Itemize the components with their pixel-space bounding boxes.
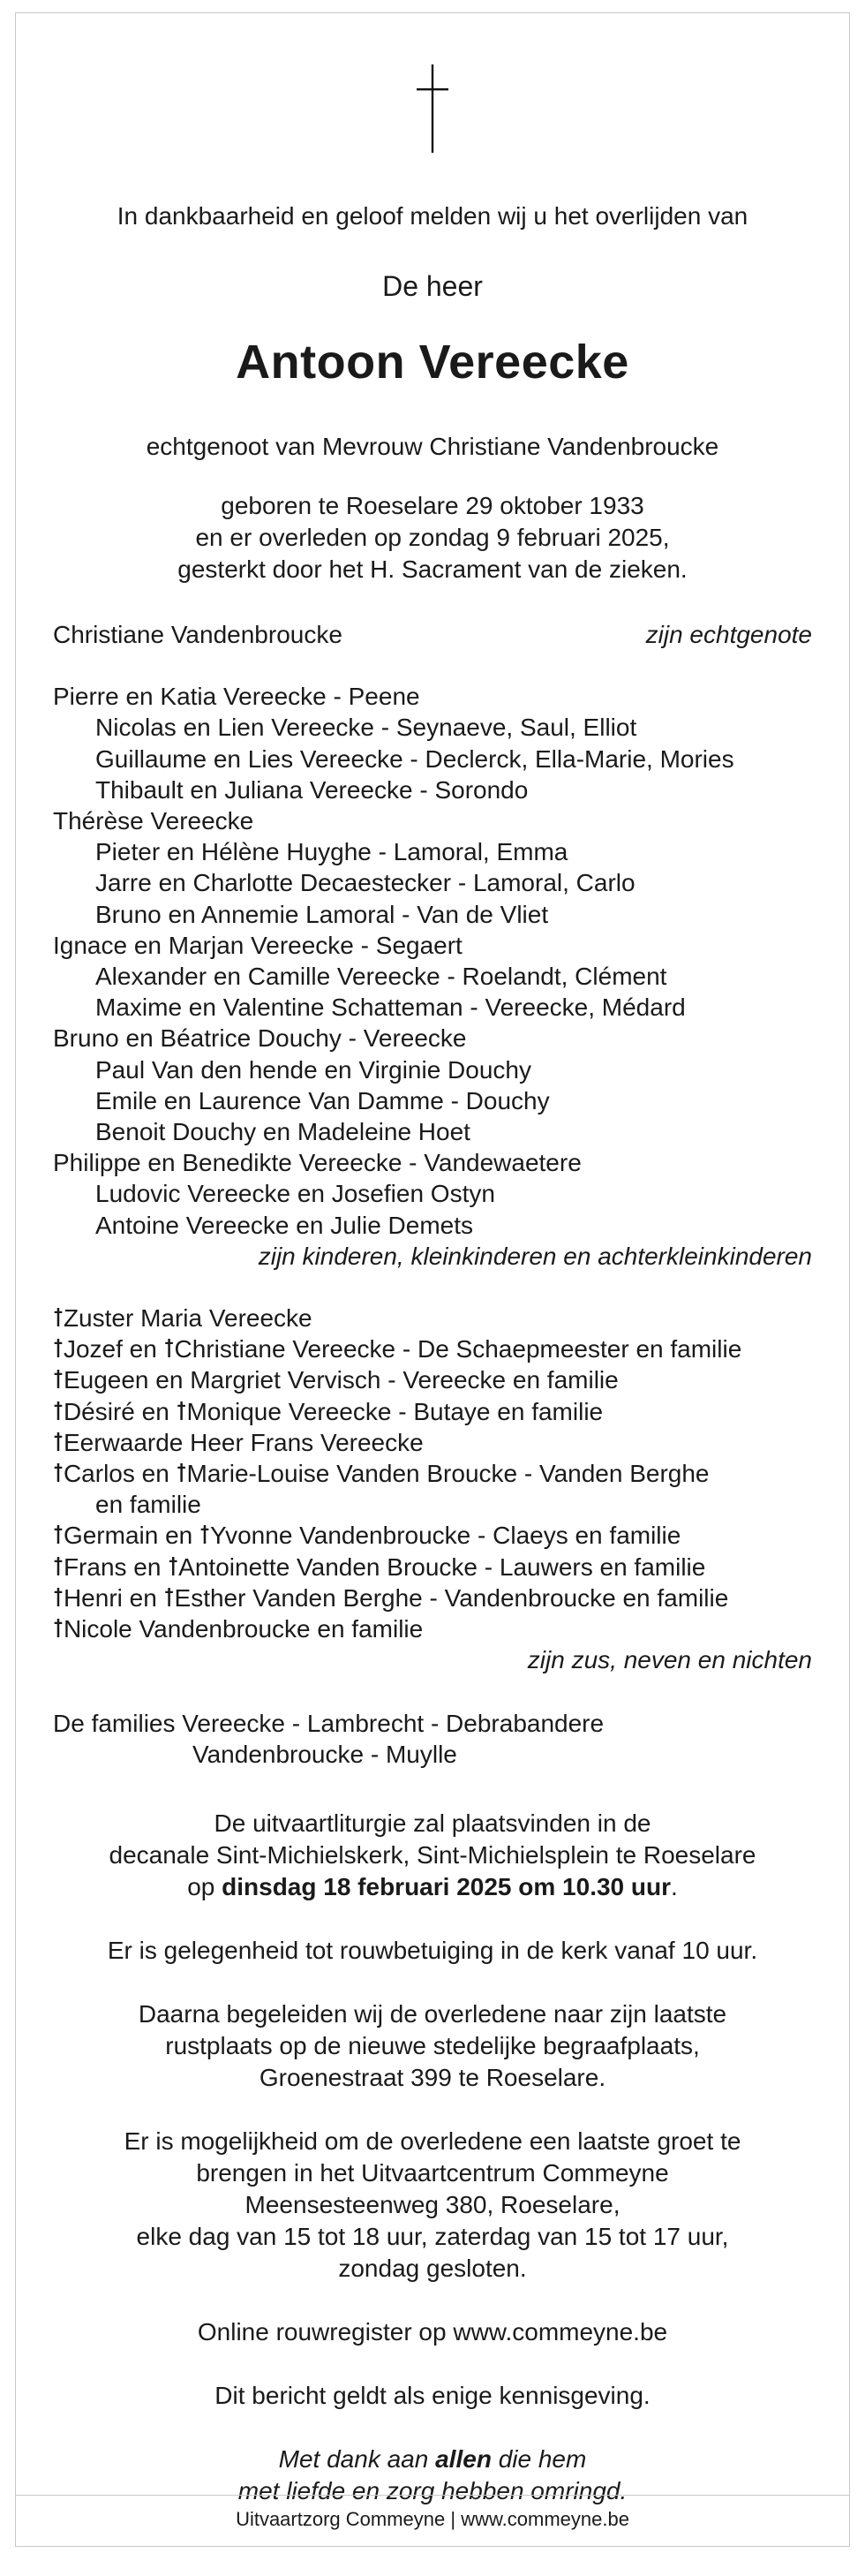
relatives-list — [53, 1303, 812, 1644]
child-entry: Thérèse Vereecke — [53, 807, 254, 835]
thanks-paragraph: Met dank aan allen die hem met liefde en zorg hebben omringd. — [237, 2445, 628, 2504]
relative-entry: ꝉZuster Maria Vereecke — [53, 1304, 312, 1333]
liturgy-paragraph — [16, 1808, 849, 1903]
child-entry: Ludovic Vereecke en Josefien Ostyn — [95, 1180, 495, 1208]
intro-text: In dankbaarheid en geloof melden wij u het overlijden van — [117, 202, 748, 230]
child-entry: Thibault en Juliana Vereecke - Sorondo — [95, 775, 529, 804]
relative-entry: ꝉCarlos en ꝉMarie-Louise Vanden Broucke - Vanden Berghe — [53, 1460, 710, 1488]
relative-entry: ꝉFrans en ꝉAntoinette Vanden Broucke - Lauwers en familie — [53, 1552, 706, 1581]
families-block — [53, 1708, 812, 1770]
relative-entry: ꝉEugeen en Margriet Vervisch - Vereecke en familie — [53, 1366, 619, 1394]
deceased-name: Antoon Vereecke — [236, 336, 629, 389]
child-entry: Nicolas en Lien Vereecke - Seynaeve, Saul, Elliot — [95, 714, 637, 742]
liturgy-line-1: De uitvaartliturgie zal plaatsvinden in de — [214, 1809, 651, 1837]
child-entry: Bruno en Annemie Lamoral - Van de Vliet — [95, 900, 549, 928]
relative-entry: en familie — [95, 1491, 201, 1519]
funeral-date: dinsdag 18 februari 2025 om 10.30 uur — [222, 1873, 672, 1900]
liturgy-line-2: decanale Sint-Michielskerk, Sint-Michielsplein te Roeselare — [109, 1841, 756, 1869]
farewell-paragraph: Er is mogelijkheid om de overledene een laatste groet te brengen in het Uitvaartcentrum Commeyne Meensesteenweg 380, Roeselare, elke dag van 15 tot 18 uur, zaterdag van 15 tot 17 uur, zondag gesloten. — [124, 2127, 741, 2282]
online-register: Online rouwregister op www.commeyne.be — [197, 2318, 668, 2346]
spouse-line: echtgenoot van Mevrouw Christiane Vandenbroucke — [146, 433, 719, 460]
death-line: en er overleden op zondag 9 februari 2025, — [195, 524, 670, 551]
obituary-card — [15, 12, 850, 2547]
relative-entry: ꝉNicole Vandenbroucke en familie — [53, 1615, 424, 1643]
footer-divider — [16, 2495, 849, 2496]
child-entry: Alexander en Camille Vereecke - Roelandt, Clément — [95, 963, 667, 991]
child-entry: Ignace en Marjan Vereecke - Segaert — [53, 931, 463, 959]
footer-text: Uitvaartzorg Commeyne | www.commeyne.be — [236, 2508, 629, 2530]
child-entry: Bruno en Béatrice Douchy - Vereecke — [53, 1024, 467, 1053]
child-entry: Antoine Vereecke en Julie Demets — [95, 1211, 474, 1239]
cross-icon — [16, 64, 849, 157]
families-line-1: De families Vereecke - Lambrecht - Debrabandere — [53, 1710, 605, 1737]
relative-entry: ꝉEerwaarde Heer Frans Vereecke — [53, 1428, 424, 1456]
relatives-label: zijn zus, neven en nichten — [527, 1646, 812, 1674]
child-entry: Philippe en Benedikte Vereecke - Vandewaetere — [53, 1149, 582, 1177]
child-entry: Pierre en Katia Vereecke - Peene — [53, 683, 420, 711]
spouse-label: zijn echtgenote — [645, 621, 812, 648]
child-entry: Pieter en Hélène Huyghe - Lamoral, Emma — [95, 838, 568, 866]
child-entry: Guillaume en Lies Vereecke - Declerck, Ella-Marie, Mories — [95, 744, 734, 773]
children-label: zijn kinderen, kleinkinderen en achterkleinkinderen — [258, 1242, 812, 1270]
child-entry: Maxime en Valentine Schatteman - Vereecke, Médard — [95, 993, 686, 1022]
relative-entry: ꝉHenri en ꝉEsther Vanden Berghe - Vandenbroucke en familie — [53, 1583, 729, 1612]
birth-death-info — [16, 490, 849, 585]
child-entry: Benoit Douchy en Madeleine Hoet — [95, 1118, 470, 1146]
notice-paragraph: Dit bericht geldt als enige kennisgeving. — [214, 2382, 651, 2409]
condolence-paragraph: Er is gelegenheid tot rouwbetuiging in de kerk vanaf 10 uur. — [107, 1937, 758, 1964]
relative-entry: ꝉJozef en ꝉChristiane Vereecke - De Schaepmeester en familie — [53, 1335, 742, 1364]
children-list — [53, 681, 812, 1241]
spouse-name: Christiane Vandenbroucke — [53, 621, 342, 648]
birth-line: geboren te Roeselare 29 oktober 1933 — [221, 492, 644, 519]
sacrament-line: gesterkt door het H. Sacrament van de zieken. — [177, 555, 688, 583]
burial-paragraph: Daarna begeleiden wij de overledene naar zijn laatste rustplaats op de nieuwe stedelijke begraafplaats, Groenestraat 399 te Roeselare. — [138, 2000, 727, 2091]
family-list — [53, 619, 812, 1676]
child-entry: Jarre en Charlotte Decaestecker - Lamoral, Carlo — [95, 869, 636, 897]
salutation: De heer — [382, 270, 483, 302]
families-line-2: Vandenbroucke - Muylle — [192, 1741, 457, 1769]
child-entry: Paul Van den hende en Virginie Douchy — [95, 1055, 531, 1084]
funeral-info — [16, 1808, 849, 2507]
relative-entry: ꝉGermain en ꝉYvonne Vandenbroucke - Claeys en familie — [53, 1522, 681, 1550]
liturgy-line-3: op dinsdag 18 februari 2025 om 10.30 uur. — [187, 1873, 678, 1900]
child-entry: Emile en Laurence Van Damme - Douchy — [95, 1086, 550, 1114]
relative-entry: ꝉDésiré en ꝉMonique Vereecke - Butaye en familie — [53, 1397, 604, 1425]
spouse-entry — [53, 619, 812, 650]
